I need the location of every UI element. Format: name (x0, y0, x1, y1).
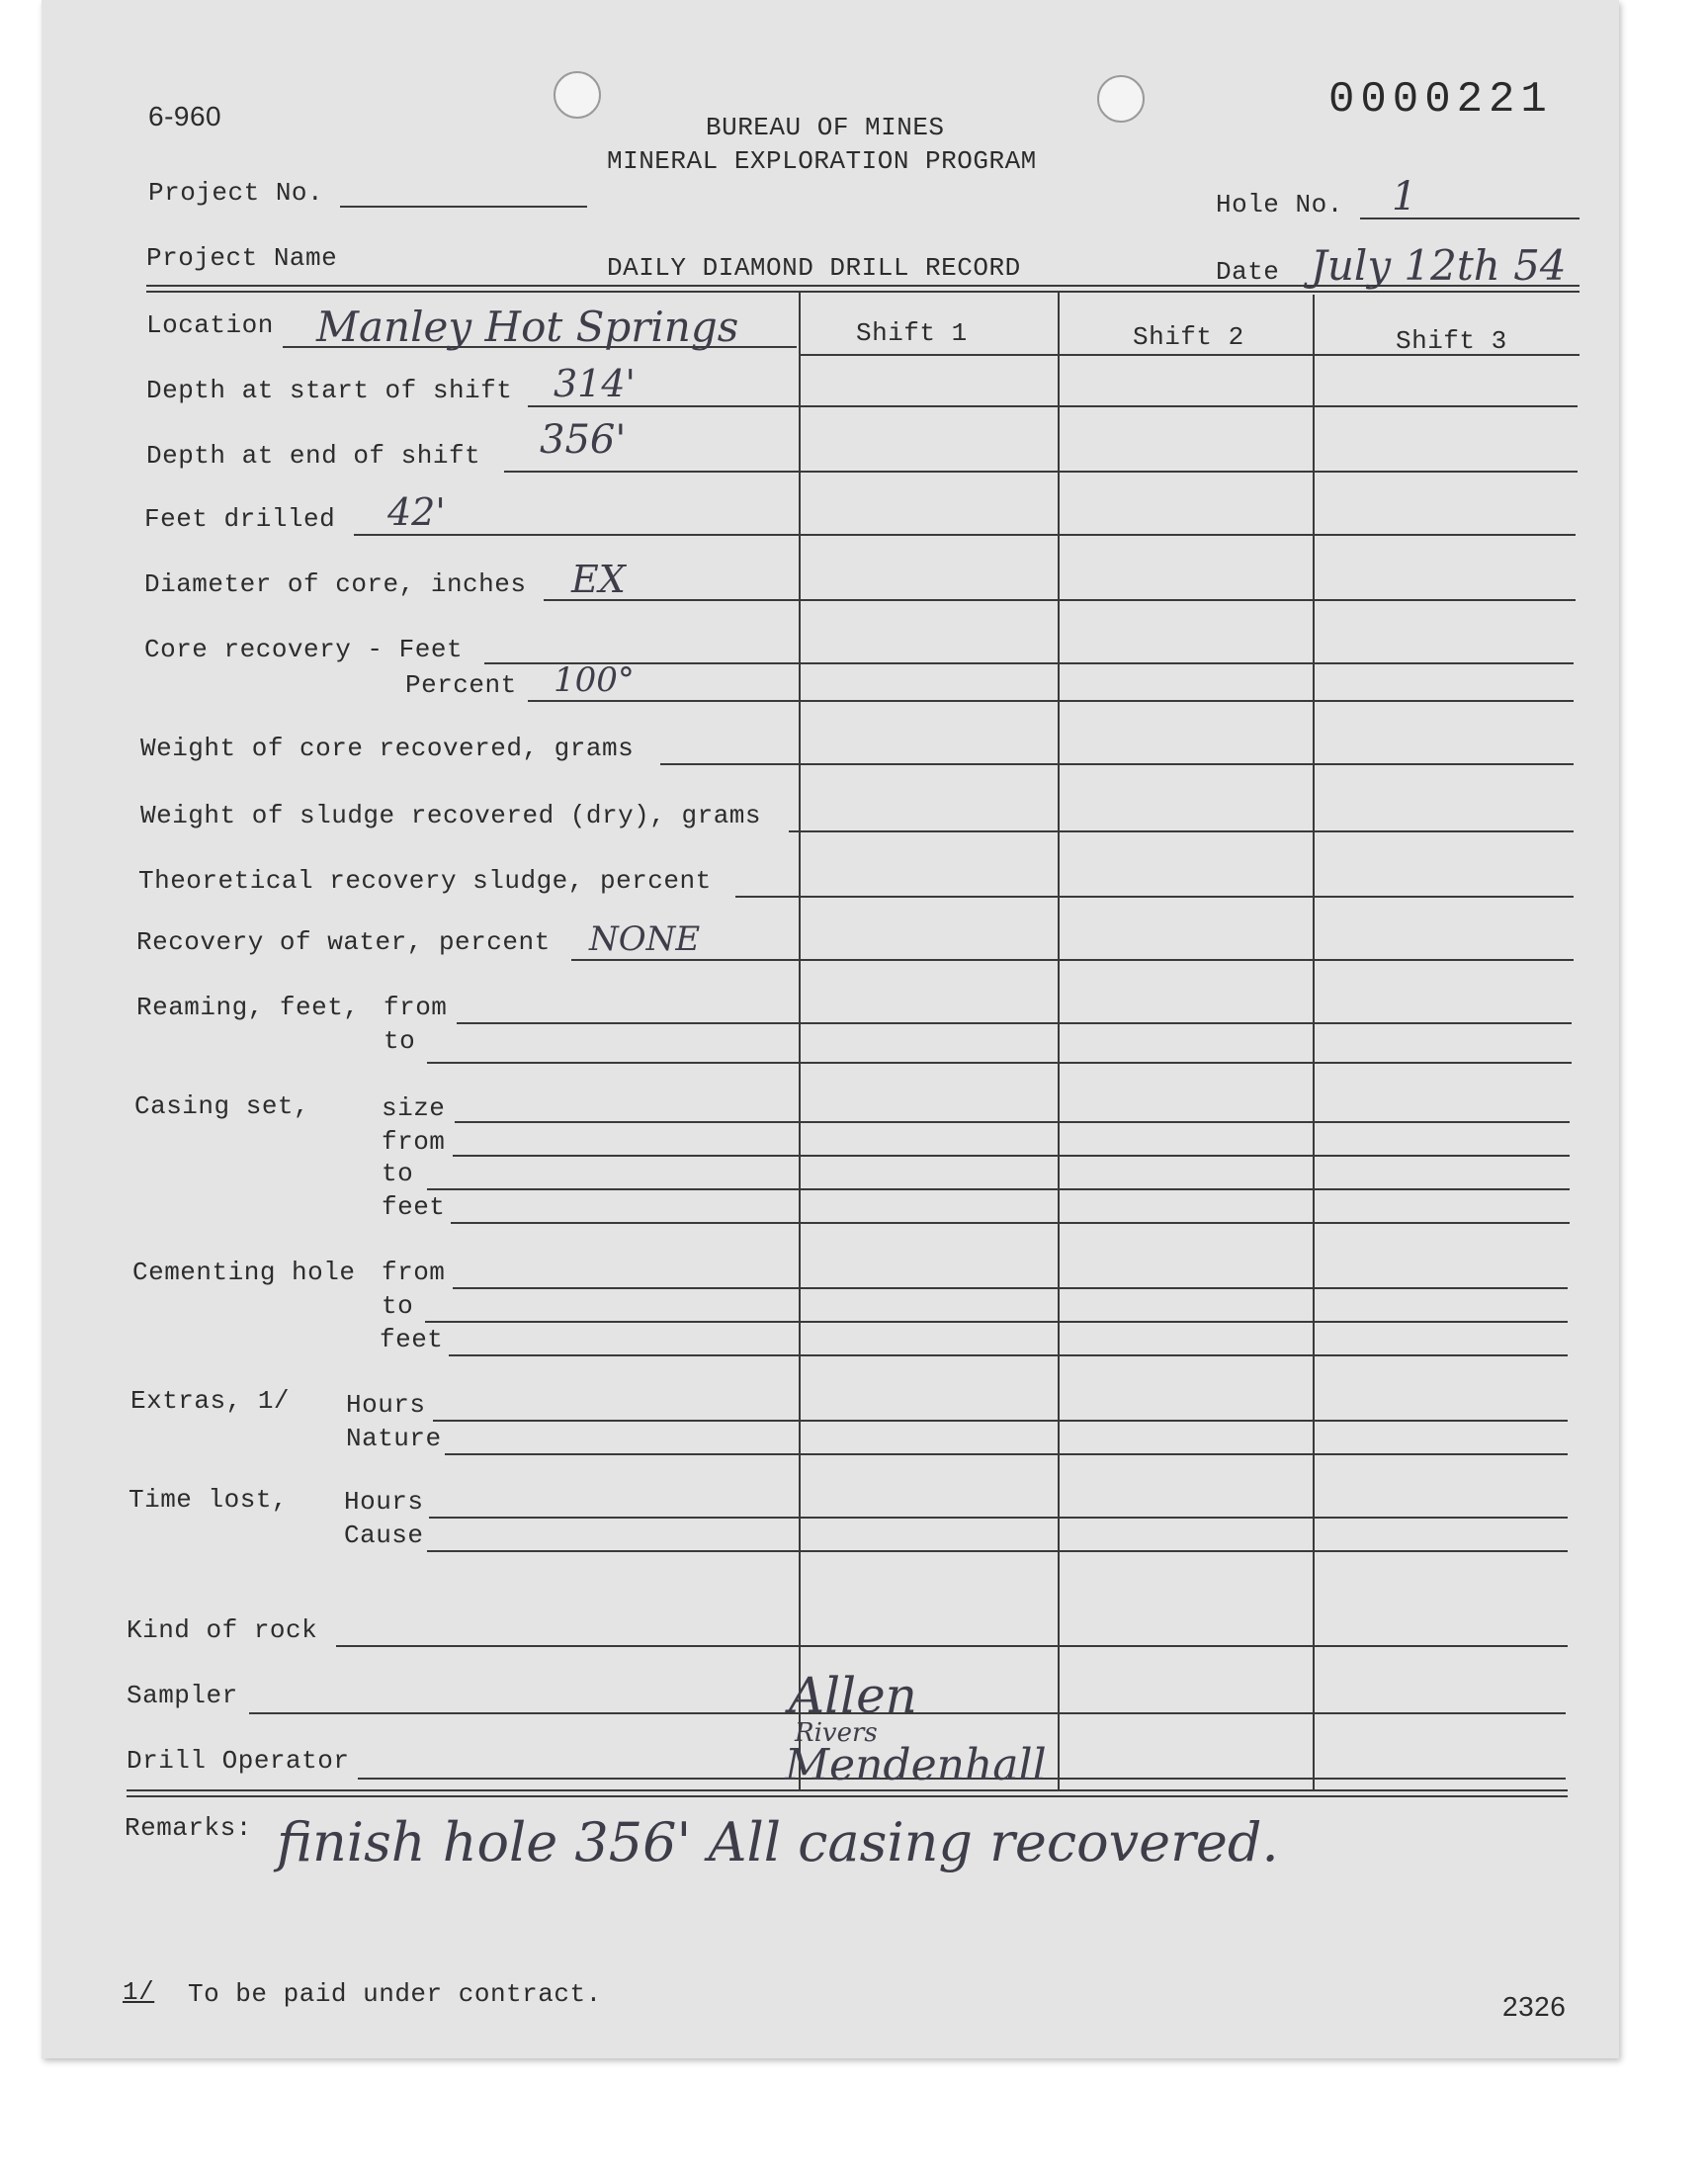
project-no-label: Project No. (148, 178, 324, 208)
casing-from-label: from (382, 1127, 446, 1157)
weight-sludge-line[interactable] (789, 830, 1574, 832)
cementing-from-line[interactable] (453, 1287, 1568, 1289)
reaming-from-line[interactable] (457, 1022, 1572, 1024)
cementing-to-line[interactable] (425, 1321, 1568, 1323)
signature-rivers: Rivers (795, 1718, 878, 1748)
shift-column-divider-3 (1313, 295, 1315, 1789)
kind-rock-label: Kind of rock (127, 1615, 318, 1645)
casing-size-label: size (382, 1093, 446, 1123)
recovery-water-value: NONE (589, 919, 701, 959)
extras-label: Extras, 1/ (130, 1386, 291, 1416)
page-number: 2326 (1502, 1991, 1567, 2022)
signature-mendenhall: Mendenhall (785, 1740, 1047, 1790)
extras-nature-label: Nature (346, 1424, 442, 1453)
footer-rule-top (127, 1789, 1568, 1791)
kind-rock-line[interactable] (336, 1645, 1568, 1647)
cementing-to-label: to (382, 1291, 414, 1321)
core-recovery-percent-line[interactable] (528, 700, 1574, 702)
extras-hours-line[interactable] (433, 1420, 1568, 1422)
header-rule-bottom (146, 291, 1580, 293)
program-title: MINERAL EXPLORATION PROGRAM (607, 146, 1037, 176)
reaming-label: Reaming, feet, (136, 993, 360, 1022)
shift-2-heading: Shift 2 (1133, 322, 1244, 352)
diameter-line[interactable] (544, 599, 1576, 601)
extras-nature-line[interactable] (445, 1453, 1568, 1455)
casing-size-line[interactable] (455, 1121, 1570, 1123)
weight-core-label: Weight of core recovered, grams (140, 734, 635, 763)
diameter-label: Diameter of core, inches (144, 569, 527, 599)
reaming-to-label: to (384, 1026, 416, 1056)
depth-end-line[interactable] (504, 471, 1578, 473)
time-lost-hours-label: Hours (344, 1487, 424, 1517)
casing-to-label: to (382, 1159, 414, 1188)
time-lost-cause-line[interactable] (427, 1550, 1568, 1552)
form-title: DAILY DIAMOND DRILL RECORD (607, 253, 1021, 283)
agency-title: BUREAU OF MINES (706, 113, 945, 142)
shift-heading-line (799, 354, 1580, 356)
weight-sludge-label: Weight of sludge recovered (dry), grams (140, 801, 761, 830)
hole-no-label: Hole No. (1216, 190, 1343, 219)
time-lost-label: Time lost, (128, 1485, 289, 1515)
casing-feet-line[interactable] (451, 1222, 1570, 1224)
footer-rule-bottom (127, 1795, 1568, 1797)
core-recovery-percent-label: Percent (405, 670, 517, 700)
remarks-value: finish hole 356' All casing recovered. (277, 1811, 1279, 1873)
casing-to-line[interactable] (427, 1188, 1570, 1190)
depth-start-label: Depth at start of shift (146, 376, 513, 405)
theoretical-sludge-line[interactable] (735, 896, 1574, 898)
cementing-from-label: from (382, 1258, 446, 1287)
feet-drilled-label: Feet drilled (144, 504, 336, 534)
cementing-feet-line[interactable] (449, 1354, 1568, 1356)
depth-start-line[interactable] (528, 405, 1578, 407)
hole-no-value: 1 (1392, 174, 1417, 219)
diameter-value: EX (571, 558, 626, 601)
depth-end-value: 356' (540, 417, 627, 463)
remarks-label: Remarks: (125, 1813, 252, 1843)
recovery-water-line[interactable] (571, 959, 1574, 961)
core-recovery-percent-value: 100° (554, 660, 635, 700)
footnote-text: To be paid under contract. (188, 1979, 602, 2009)
serial-number: 0000221 (1328, 75, 1553, 125)
shift-column-divider-1 (799, 291, 801, 1789)
footnote-mark: 1/ (123, 1977, 155, 2007)
punch-hole-left (554, 71, 601, 119)
core-recovery-feet-line[interactable] (484, 662, 1574, 664)
casing-from-line[interactable] (453, 1155, 1570, 1157)
feet-drilled-line[interactable] (354, 534, 1576, 536)
cementing-feet-label: feet (380, 1325, 444, 1354)
recovery-water-label: Recovery of water, percent (136, 927, 551, 957)
signature-allen: Allen (789, 1667, 917, 1724)
header-rule-top (146, 285, 1580, 287)
location-value: Manley Hot Springs (316, 303, 739, 351)
time-lost-hours-line[interactable] (429, 1517, 1568, 1519)
shift-3-heading: Shift 3 (1396, 326, 1507, 356)
form-number: 6-960 (148, 101, 222, 131)
project-name-label: Project Name (146, 243, 338, 273)
shift-column-divider-2 (1058, 293, 1060, 1789)
reaming-to-line[interactable] (427, 1062, 1572, 1064)
depth-end-label: Depth at end of shift (146, 441, 481, 471)
casing-set-label: Casing set, (134, 1091, 310, 1121)
weight-core-line[interactable] (660, 763, 1574, 765)
time-lost-cause-label: Cause (344, 1521, 424, 1550)
core-recovery-feet-label: Core recovery - Feet (144, 635, 464, 664)
casing-feet-label: feet (382, 1192, 446, 1222)
reaming-from-label: from (384, 993, 448, 1022)
feet-drilled-value: 42' (387, 490, 446, 534)
theoretical-sludge-label: Theoretical recovery sludge, percent (138, 866, 712, 896)
project-no-line[interactable] (340, 206, 587, 208)
punch-hole-right (1097, 75, 1145, 123)
location-label: Location (146, 310, 274, 340)
cementing-label: Cementing hole (132, 1258, 356, 1287)
extras-hours-label: Hours (346, 1390, 426, 1420)
sampler-label: Sampler (127, 1681, 238, 1710)
depth-start-value: 314' (554, 362, 636, 405)
date-value: July 12th 54 (1311, 241, 1567, 290)
shift-1-heading: Shift 1 (856, 318, 968, 348)
drill-operator-label: Drill Operator (127, 1746, 350, 1776)
date-label: Date (1216, 257, 1280, 287)
